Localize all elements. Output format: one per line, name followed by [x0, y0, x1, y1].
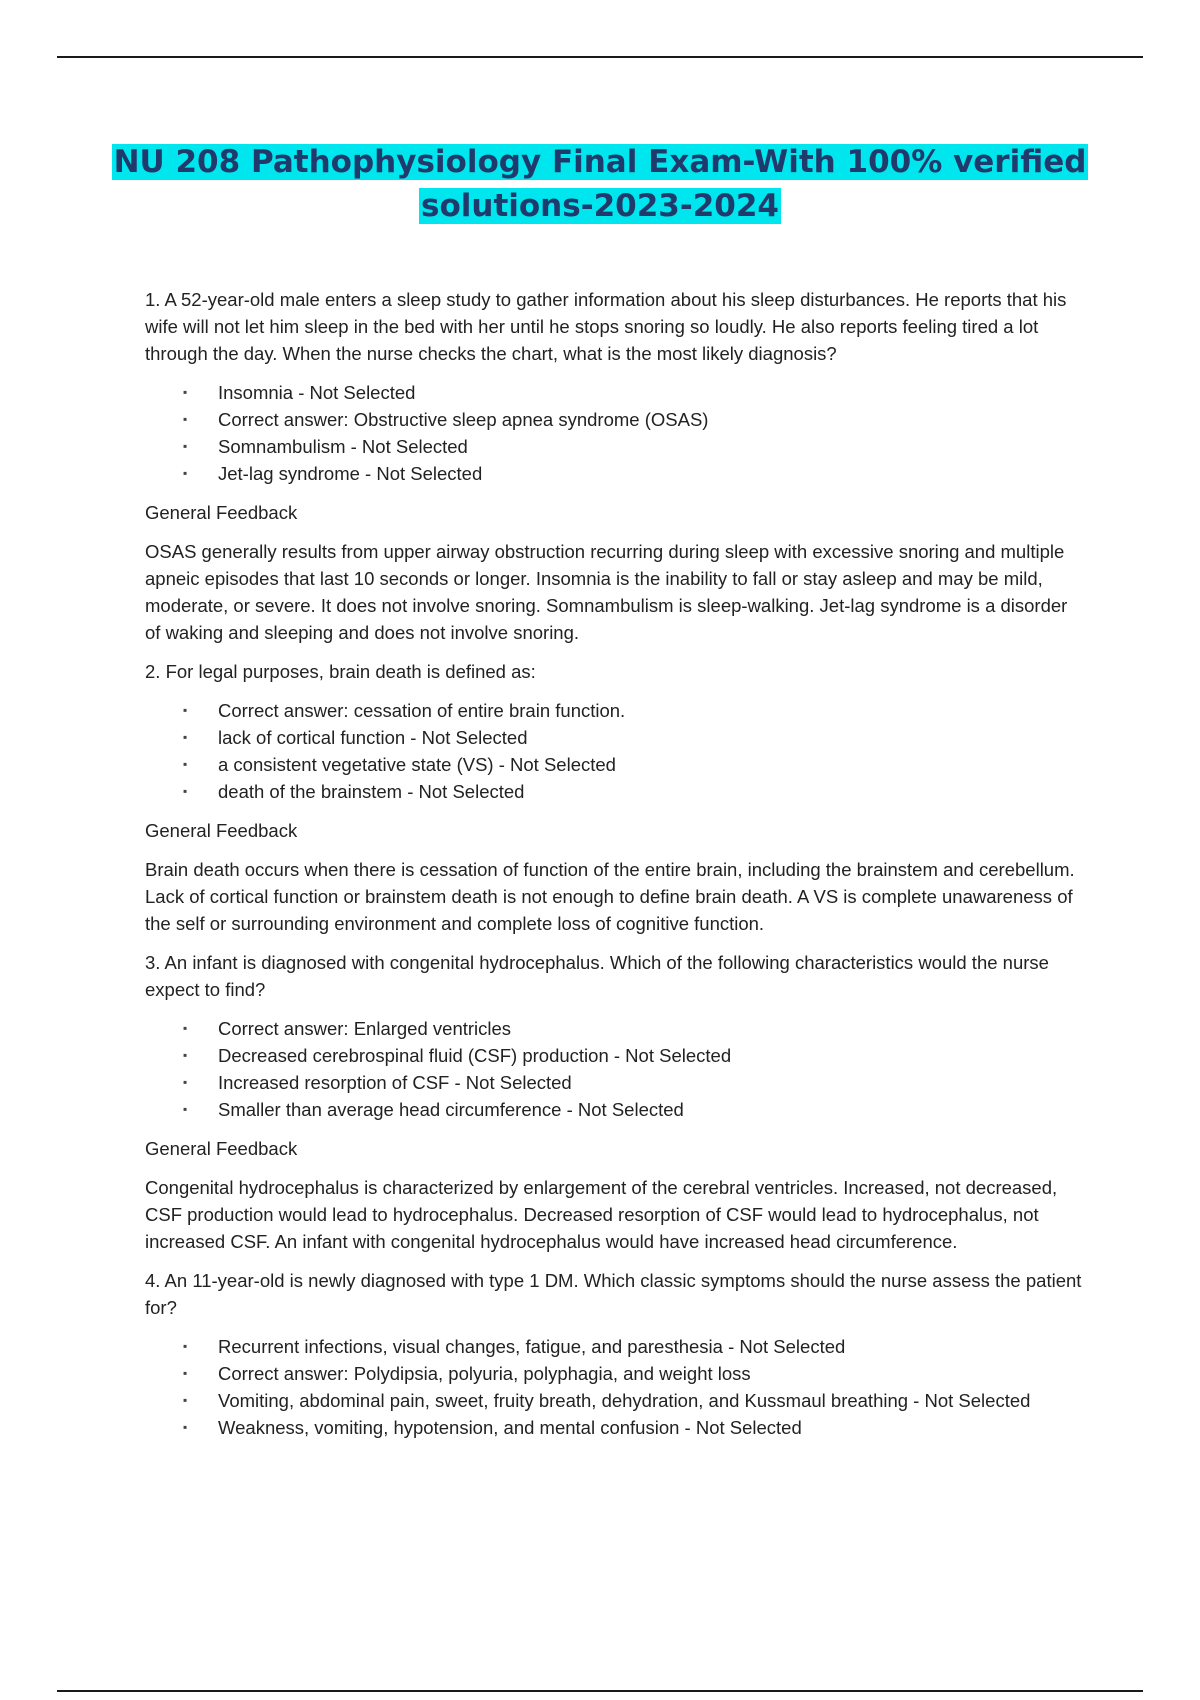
title-line-2: solutions-2023-2024: [421, 188, 779, 224]
feedback-text: Brain death occurs when there is cessation of function of the entire brain, including the brainstem and cerebellum. Lack of cortical function or brainstem death is not enough to define brain death. A VS is complete unawareness of the self or surrounding environment and complete loss of cognitive function.: [145, 859, 1075, 934]
answer-option: ▪ Increased resorption of CSF - Not Selected: [145, 1069, 1087, 1096]
question-text: 4. An 11-year-old is newly diagnosed with type 1 DM. Which classic symptoms should the nurse assess the patient for?: [145, 1270, 1082, 1318]
bullet-icon: ▪: [183, 439, 188, 453]
question-block-3: [145, 949, 1087, 1255]
answer-options: [145, 1333, 1087, 1441]
feedback-label: General Feedback: [145, 502, 298, 523]
document-body: [145, 286, 1087, 1453]
bullet-icon: ▪: [183, 1366, 188, 1380]
bottom-rule: [57, 1690, 1143, 1692]
answer-options: [145, 697, 1087, 805]
feedback-label: General Feedback: [145, 1138, 298, 1159]
answer-option-correct: ▪ Correct answer: Polydipsia, polyuria, polyphagia, and weight loss: [145, 1360, 1087, 1387]
bullet-icon: ▪: [183, 466, 188, 480]
bullet-icon: ▪: [183, 784, 188, 798]
answer-option: ▪ Somnambulism - Not Selected: [145, 433, 1087, 460]
answer-options: [145, 379, 1087, 487]
bullet-icon: ▪: [183, 1393, 188, 1407]
answer-option: ▪ Smaller than average head circumference - Not Selected: [145, 1096, 1087, 1123]
feedback-text: Congenital hydrocephalus is characterized by enlargement of the cerebral ventricles. Increased, not decreased, CSF production would lead to hydrocephalus. Decreased resorption of CSF would lead to hydrocephalus, not increased CSF. An infant with congenital hydrocephalus would have increased head circumference.: [145, 1177, 1058, 1252]
question-block-1: [145, 286, 1087, 646]
bullet-icon: ▪: [183, 1021, 188, 1035]
top-rule: [57, 56, 1143, 58]
page-title: [0, 140, 1200, 228]
answer-options: [145, 1015, 1087, 1123]
answer-option: ▪ Weakness, vomiting, hypotension, and mental confusion - Not Selected: [145, 1414, 1087, 1441]
bullet-icon: ▪: [183, 1102, 188, 1116]
answer-option: ▪ Insomnia - Not Selected: [145, 379, 1087, 406]
answer-option: ▪ lack of cortical function - Not Selected: [145, 724, 1087, 751]
answer-option: ▪ death of the brainstem - Not Selected: [145, 778, 1087, 805]
bullet-icon: ▪: [183, 730, 188, 744]
question-text: 2. For legal purposes, brain death is defined as:: [145, 661, 536, 682]
bullet-icon: ▪: [183, 385, 188, 399]
bullet-icon: ▪: [183, 1075, 188, 1089]
title-line-1: NU 208 Pathophysiology Final Exam-With 100% verified: [113, 144, 1087, 180]
answer-option: ▪ Decreased cerebrospinal fluid (CSF) production - Not Selected: [145, 1042, 1087, 1069]
answer-option-correct: ▪ Correct answer: cessation of entire brain function.: [145, 697, 1087, 724]
answer-option-correct: ▪ Correct answer: Obstructive sleep apnea syndrome (OSAS): [145, 406, 1087, 433]
answer-option: ▪ Jet-lag syndrome - Not Selected: [145, 460, 1087, 487]
question-text: 3. An infant is diagnosed with congenital hydrocephalus. Which of the following characteristics would the nurse expect to find?: [145, 952, 1049, 1000]
bullet-icon: ▪: [183, 757, 188, 771]
answer-option-correct: ▪ Correct answer: Enlarged ventricles: [145, 1015, 1087, 1042]
bullet-icon: ▪: [183, 1339, 188, 1353]
question-text: 1. A 52-year-old male enters a sleep study to gather information about his sleep disturbances. He reports that his wife will not let him sleep in the bed with her until he stops snoring so loudly. He also reports feeling tired a lot through the day. When the nurse checks the chart, what is the most likely diagnosis?: [145, 289, 1067, 364]
bullet-icon: ▪: [183, 412, 188, 426]
bullet-icon: ▪: [183, 703, 188, 717]
question-block-4: [145, 1267, 1087, 1441]
answer-option: ▪ a consistent vegetative state (VS) - Not Selected: [145, 751, 1087, 778]
bullet-icon: ▪: [183, 1420, 188, 1434]
feedback-label: General Feedback: [145, 820, 298, 841]
question-block-2: [145, 658, 1087, 937]
feedback-text: OSAS generally results from upper airway obstruction recurring during sleep with excessive snoring and multiple apneic episodes that last 10 seconds or longer. Insomnia is the inability to fall or stay asleep and may be mild, moderate, or severe. It does not involve snoring. Somnambulism is sleep-walking. Jet-lag syndrome is a disorder of waking and sleeping and does not involve snoring.: [145, 541, 1068, 643]
answer-option: ▪ Recurrent infections, visual changes, fatigue, and paresthesia - Not Selected: [145, 1333, 1087, 1360]
bullet-icon: ▪: [183, 1048, 188, 1062]
answer-option: ▪ Vomiting, abdominal pain, sweet, fruity breath, dehydration, and Kussmaul breathing - Not Selected: [145, 1387, 1087, 1414]
